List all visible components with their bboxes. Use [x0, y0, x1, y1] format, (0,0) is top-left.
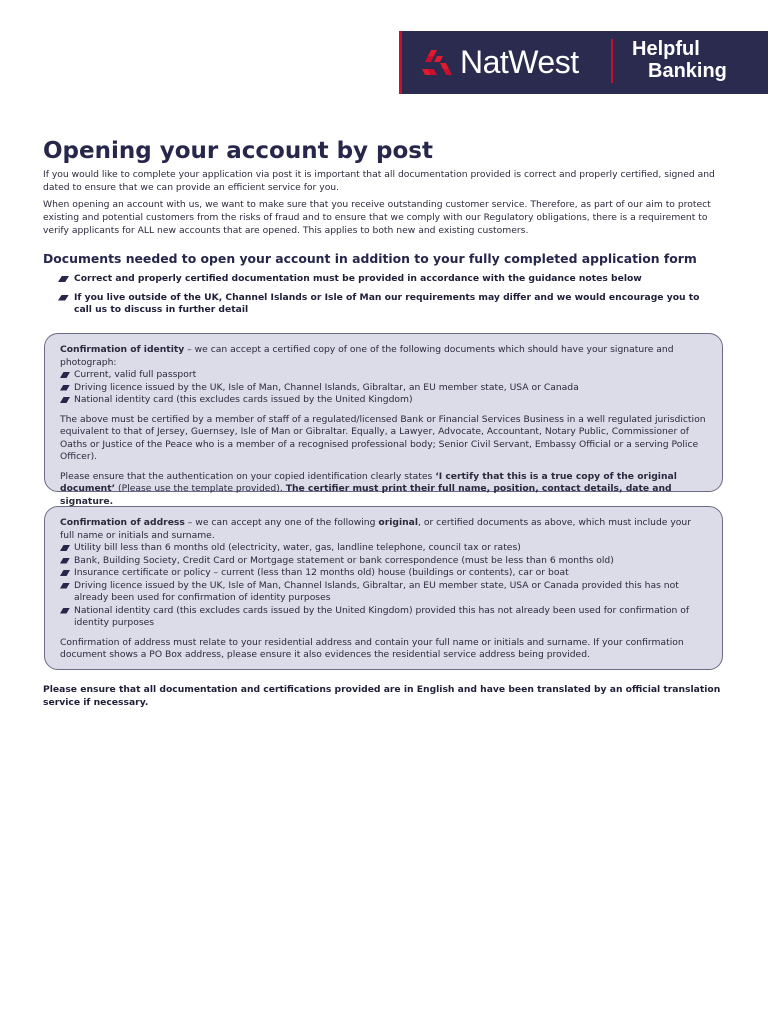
list-item — [60, 542, 706, 555]
documents-heading: Documents needed to open your account in addition to your fully completed application form — [43, 251, 697, 266]
list-item — [60, 555, 706, 568]
identity-label: Confirmation of identity — [60, 344, 185, 355]
intro-paragraph-2: When opening an account with us, we want to make sure that you receive outstanding customer service. Therefore, as part of our aim to protect existing and potential customers from the risks of fraud and to ensure that we comply with our Regulatory obligations, there is a requirement to verify applicants for ALL new accounts that are opened. This applies to both new and existing customers. — [43, 199, 711, 236]
bullet-icon — [60, 608, 70, 614]
address-item: Utility bill less than 6 months old (electricity, water, gas, landline telephone, council tax or rates) — [74, 542, 521, 553]
certifier-requirements: The above must be certified by a member of staff of a regulated/licensed Bank or Financial Services Business in a well regulated jurisdiction equivalent to that of Jersey, Guernsey, Isle of Man or Gibraltar. Equally, a Lawyer, Advocate, Accountant, Notary Public, Commissioner of Oaths or Justice of the Peace who is a member of a recognised professional body; Senior Civil Servant, Embassy Official or a serving Police Officer). — [60, 413, 706, 462]
address-lead — [60, 517, 706, 542]
identity-item: Current, valid full passport — [74, 369, 197, 380]
authentication-template-text: (Please use the template provided). — [115, 483, 286, 494]
translation-note: Please ensure that all documentation and certifications provided are in English and have been translated by an official translation service if necessary. — [43, 684, 721, 708]
address-original-emphasis: original — [378, 517, 418, 528]
documents-bullet-text: If you live outside of the UK, Channel Islands or Isle of Man our requirements may differ and we would encourage you to call us to discuss in further detail — [74, 291, 700, 315]
bullet-icon — [60, 570, 70, 576]
bullet-icon — [60, 397, 70, 403]
documents-list — [58, 273, 718, 317]
brand-name: NatWest — [460, 44, 579, 80]
documents-bullet-text: Correct and properly certified documentation must be provided in accordance with the guidance notes below — [74, 273, 642, 284]
address-item: Bank, Building Society, Credit Card or Mortgage statement or bank correspondence (must be less than 6 months old) — [74, 554, 614, 566]
page-title: Opening your account by post — [43, 138, 433, 164]
brand-tagline-line2: Banking — [648, 60, 727, 82]
bullet-icon — [60, 545, 70, 551]
list-item — [60, 382, 706, 395]
address-documents-list — [60, 542, 706, 630]
bullet-icon — [58, 295, 69, 301]
authentication-text: Please ensure that the authentication on your copied identification clearly states — [60, 470, 436, 482]
intro-paragraph-1: If you would like to complete your application via post it is important that all documentation provided is correct and properly certified, signed and dated to ensure that we can provide an efficient service for you. — [43, 169, 715, 193]
identity-item: Driving licence issued by the UK, Isle of Man, Channel Islands, Gibraltar, an EU member state, USA or Canada — [74, 381, 579, 393]
brand-tagline-line1: Helpful — [632, 38, 700, 60]
certifier-instruction: The certifier must print their full name, position, contact details, date and signature. — [60, 483, 672, 507]
bullet-icon — [60, 558, 70, 564]
list-item — [58, 292, 718, 317]
bullet-icon — [60, 583, 70, 589]
list-item — [60, 605, 706, 630]
address-item: National identity card (this excludes cards issued by the United Kingdom) provided this has not already been used for confirmation of identity purposes — [74, 604, 690, 628]
identity-panel — [44, 333, 723, 507]
address-label: Confirmation of address — [60, 517, 185, 528]
list-item — [60, 369, 706, 382]
brand-header — [399, 31, 768, 94]
list-item — [60, 394, 706, 407]
identity-lead-text: – we can accept a certified copy of one of the following documents which should have your signature and photograph: — [60, 344, 674, 368]
address-panel — [44, 506, 723, 670]
bullet-icon — [58, 276, 69, 282]
bullet-icon — [60, 372, 70, 378]
list-item — [60, 580, 706, 605]
natwest-logo-icon — [420, 48, 454, 78]
brand-tagline — [632, 38, 727, 82]
authentication-note — [60, 471, 706, 509]
address-note: Confirmation of address must relate to your residential address and contain your full name or initials and surname. If your confirmation document shows a PO Box address, please ensure it also evidences the residential service address being provided. — [60, 636, 684, 660]
identity-lead — [60, 344, 706, 369]
certification-quote: ‘I certify that this is a true copy of the original document’ — [60, 470, 677, 494]
identity-documents-list — [60, 369, 706, 407]
address-item: Insurance certificate or policy – current (less than 12 months old) house (buildings or contents), car or boat — [74, 567, 569, 578]
list-item — [58, 273, 718, 286]
address-lead-text: – we can accept any one of the following — [184, 517, 379, 528]
identity-item: National identity card (this excludes cards issued by the United Kingdom) — [74, 394, 413, 405]
brand-divider — [611, 39, 613, 83]
bullet-icon — [60, 385, 70, 391]
list-item — [60, 567, 706, 580]
address-item: Driving licence issued by the UK, Isle of Man, Channel Islands, Gibraltar, an EU member state, USA or Canada provided this has not already been used for confirmation of identity purposes — [74, 579, 679, 603]
address-lead-text-end: , or certified documents as above, which must include your full name or initials and surname. — [60, 517, 692, 541]
